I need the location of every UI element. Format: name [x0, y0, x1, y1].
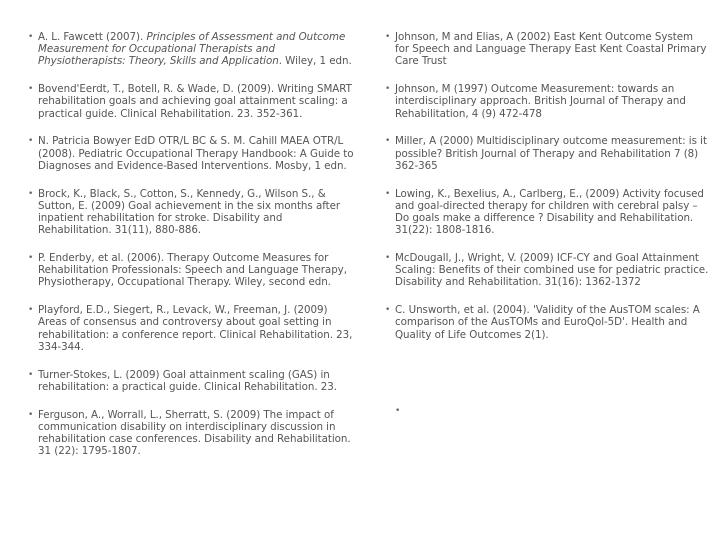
- empty-line: [395, 356, 710, 368]
- empty-bullet-line: [395, 405, 710, 417]
- reference-text: N. Patricia Bowyer EdD OTR/L BC & S. M. Cahill MAEA OTR/L (2008). Pediatric Occupational Therapy Handbook: A Guide to Diagnoses and Evidence-Based Interventions. Mosby, 1 edn.: [38, 135, 354, 172]
- reference-text: Playford, E.D., Siegert, R., Levack, W., Freeman, J. (2009) Areas of consensus and controversy about goal setting in rehabilitation: a conference report. Clinical Rehabilitation. 23, 334-344.: [38, 304, 353, 353]
- reference-item: [28, 135, 358, 172]
- reference-text: Johnson, M (1997) Outcome Measurement: towards an interdisciplinary approach. British Journal of Therapy and Rehabilitation, 4 (9) 472-478: [395, 83, 686, 120]
- bullet-icon: •: [28, 369, 34, 380]
- bullet-icon: •: [385, 136, 391, 147]
- empty-line: [395, 381, 710, 393]
- reference-item: [28, 188, 358, 237]
- reference-text: Ferguson, A., Worrall, L., Sherratt, S. (2009) The impact of communication disability on interdisciplinary discussion in rehabilitation case conferences. Disability and Rehabilitation. 31 (22): 1795-1807.: [38, 408, 351, 458]
- reference-text: A. L. Fawcett (2007). Principles of Assessment and Outcome Measurement for Occupational Therapists and Physiotherapists: Theory, Skills and Application. Wiley, 1 edn.: [38, 31, 352, 68]
- reference-text: P. Enderby, et al. (2006). Therapy Outcome Measures for Rehabilitation Professionals: Speech and Language Therapy, Physiotherapy, Occupational Therapy. Wiley, second edn.: [38, 252, 347, 289]
- bullet-icon: •: [28, 409, 34, 420]
- references-left-column: [28, 31, 358, 473]
- reference-text: Lowing, K., Bexelius, A., Carlberg, E., (2009) Activity focused and goal-directed therapy for children with cerebral palsy – Do goals make a difference ? Disability and Rehabilitation. 31(22): 1808-1816.: [395, 187, 704, 237]
- reference-item: [385, 252, 710, 289]
- bullet-icon: •: [385, 32, 391, 42]
- reference-item: [385, 135, 710, 172]
- references-right-column: [385, 31, 710, 433]
- reference-text: Brock, K., Black, S., Cotton, S., Kennedy, G., Wilson S., & Sutton, E. (2009) Goal achievement in the six months after inpatient rehabilitation for stroke. Disability and Rehabilitation. 31(11), 880-886.: [38, 187, 341, 237]
- reference-text: Johnson, M and Elias, A (2002) East Kent Outcome System for Speech and Language Therapy East Kent Coastal Primary Care Trust: [395, 31, 707, 68]
- reference-text: Miller, A (2000) Multidisciplinary outcome measurement: is it possible? British Journal of Therapy and Rehabilitation 7 (8) 362-365: [395, 135, 707, 172]
- reference-text: Turner-Stokes, L. (2009) Goal attainment scaling (GAS) in rehabilitation: a practical guide. Clinical Rehabilitation. 23.: [38, 368, 338, 393]
- reference-text: McDougall, J., Wright, V. (2009) ICF-CY and Goal Attainment Scaling: Benefits of their combined use for pediatric practice. Disability and Rehabilitation. 31(16): 1362-1372: [395, 252, 709, 289]
- bullet-icon: •: [28, 32, 34, 42]
- reference-item: [28, 252, 358, 289]
- reference-item: [28, 409, 358, 458]
- empty-line: [395, 369, 710, 381]
- reference-text: Bovend'Eerdt, T., Botell, R. & Wade, D. (2009). Writing SMART rehabilitation goals and achieving goal attainment scaling: a practical guide. Clinical Rehabilitation. 23. 352-361.: [38, 83, 352, 120]
- reference-item: [28, 31, 358, 68]
- bullet-icon: •: [28, 136, 34, 147]
- reference-item: [385, 304, 710, 341]
- empty-line: [395, 393, 710, 405]
- reference-item: [28, 369, 358, 393]
- reference-item: [385, 83, 710, 120]
- reference-item: [28, 304, 358, 353]
- bullet-icon: •: [28, 84, 34, 95]
- bullet-icon: •: [28, 188, 34, 199]
- reference-item: [385, 31, 710, 68]
- reference-item: [28, 83, 358, 120]
- bullet-icon: •: [385, 84, 391, 95]
- reference-item: [385, 188, 710, 237]
- bullet-icon: •: [385, 253, 391, 264]
- bullet-icon: •: [395, 406, 401, 417]
- bullet-icon: •: [385, 305, 391, 316]
- bullet-icon: •: [385, 188, 391, 199]
- reference-item-empty: [385, 356, 710, 417]
- bullet-icon: •: [28, 305, 34, 316]
- reference-text: C. Unsworth, et al. (2004). 'Validity of the AusTOM scales: A comparison of the AusTOMs and EuroQol-5D'. Health and Quality of Life Outcomes 2(1).: [395, 304, 700, 341]
- bullet-icon: •: [28, 253, 34, 264]
